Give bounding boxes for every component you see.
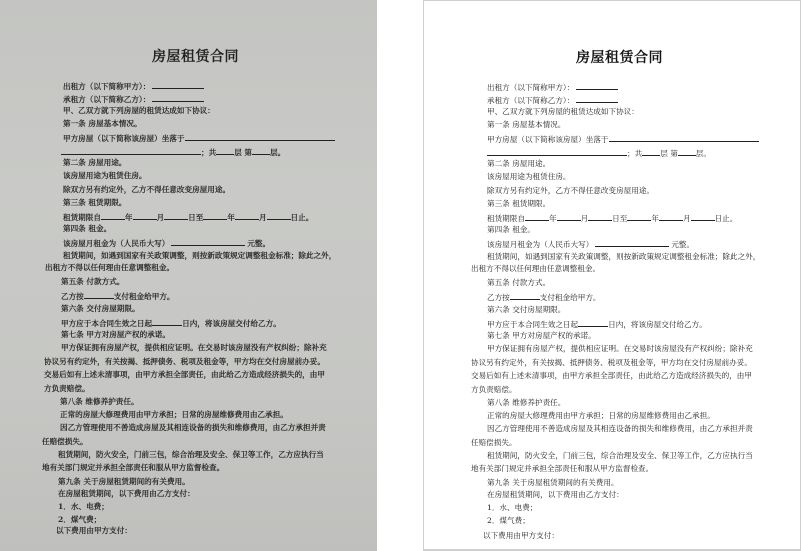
fee-item-1: 1．水、电费； [487, 503, 538, 512]
article-1-heading: 第一条 房屋基本情况。 [63, 119, 142, 128]
agreement-intro: 甲、乙双方就下列房屋的租赁达成如下协议： [487, 107, 639, 116]
lease-term-line: 租赁期限自 年 月 日至 年 月 日止。 [63, 213, 314, 222]
repair-line-2: 因乙方管理使用不善造成房屋及其相连设备的损失和维修费用，由乙方承担并责 [487, 424, 753, 433]
article-6-heading: 第六条 交付房屋期限。 [61, 304, 140, 313]
ownership-line-2: 协议另有约定外，有关按揭、抵押债务、税项及租金等，甲方均在交付房屋前办妥。 [471, 358, 752, 367]
article-2-heading: 第二条 房屋用途。 [63, 158, 127, 167]
article-7-heading: 第七条 甲方对房屋产权的承诺。 [61, 330, 170, 339]
article-7-heading: 第七条 甲方对房屋产权的承诺。 [487, 331, 596, 340]
safety-line-2: 地有关部门规定并承担全部责任和服从甲方监督检查。 [471, 464, 654, 473]
rent-adjustment-line-1: 租赁期间，如遇到国家有关政策调整，则按新政策规定调整租金标准；除此之外， [487, 252, 761, 261]
payment-method-line: 乙方按 支付租金给甲方。 [61, 292, 175, 301]
document-title: 房屋租赁合同 [152, 49, 239, 65]
lessee-line: 承租方（以下简称乙方）： [487, 94, 618, 106]
ownership-line-4: 方负责赔偿。 [44, 384, 90, 393]
article-4-heading: 第四条 租金。 [487, 225, 535, 234]
repair-line-3: 任赔偿损失。 [42, 437, 88, 446]
scanned-page [0, 0, 377, 551]
document-title: 房屋租赁合同 [576, 50, 663, 66]
lessee-line: 承租方（以下简称乙方）： [63, 93, 204, 105]
lessee-fees-line: 在房屋租赁期间，以下费用由乙方支付： [58, 489, 195, 498]
article-4-heading: 第四条 租金。 [63, 224, 112, 233]
repair-line-1: 正常的房屋大修理费用由甲方承担；日常的房屋维修费用由乙承担。 [60, 410, 288, 419]
lessee-fees-line: 在房屋租赁期间，以下费用由乙方支付： [487, 490, 624, 499]
safety-line-1: 租赁期间，防火安全，门前三包，综合治理及安全、保卫等工作，乙方应执行当 [58, 450, 324, 459]
ownership-line-2: 协议另有约定外，有关按揭、抵押债务、税项及租金等，甲方均在交付房屋前办妥。 [44, 357, 325, 366]
ownership-line-1: 甲方保证拥有房屋产权，提供相应证明。在交易时该房屋没有产权纠纷；除补充 [487, 344, 753, 353]
fee-item-2: 2．煤气费； [58, 515, 102, 524]
article-8-heading: 第八条 维修养护责任。 [60, 397, 139, 406]
article-6-heading: 第六条 交付房屋期限。 [487, 305, 566, 314]
article-1-heading: 第一条 房屋基本情况。 [487, 120, 566, 129]
floor-info-line: ；共 层 第 层。 [61, 146, 285, 158]
ownership-line-4: 方负责赔偿。 [471, 385, 517, 394]
property-location-line: 甲方房屋（以下简称该房屋）坐落于 [487, 133, 759, 145]
lessor-fees-line: 以下费用由甲方支付： [483, 531, 559, 540]
agreement-intro: 甲、乙双方就下列房屋的租赁达成如下协议： [63, 106, 215, 115]
safety-line-2: 地有关部门规定并承担全部责任和服从甲方监督检查。 [42, 463, 225, 472]
payment-method-line: 乙方按 支付租金给甲方。 [487, 293, 601, 302]
rent-adjustment-line-2: 出租方不得以任何理由任意调整租金。 [471, 264, 601, 273]
rent-adjustment-line-1: 租赁期间，如遇到国家有关政策调整，则按新政策规定调整租金标准；除此之外， [63, 251, 337, 260]
fee-item-2: 2．煤气费； [487, 516, 530, 525]
rent-adjustment-line-2: 出租方不得以任何理由任意调整租金。 [45, 263, 175, 272]
article-3-heading: 第三条 租赁期限。 [487, 199, 551, 208]
usage-restriction-line: 除双方另有约定外，乙方不得任意改变房屋用途。 [487, 186, 655, 195]
repair-line-3: 任赔偿损失。 [471, 438, 517, 447]
floor-info-line: ；共 层 第 层。 [487, 147, 711, 159]
cleaned-document-panel [423, 0, 801, 551]
cleaned-page [424, 1, 800, 549]
scanned-document-panel [0, 0, 377, 551]
lessor-line: 出租方（以下简称甲方）： [63, 80, 204, 92]
article-2-heading: 第二条 房屋用途。 [487, 159, 551, 168]
usage-line: 该房屋用途为租赁住房。 [487, 172, 571, 181]
lessor-fees-line: 以下费用由甲方支付： [56, 526, 132, 535]
property-location-line: 甲方房屋（以下简称该房屋）坐落于 [63, 132, 335, 144]
usage-line: 该房屋用途为租赁住房。 [63, 171, 147, 180]
delivery-line: 甲方应于本合同生效之日起 日内，将该房屋交付给乙方。 [61, 319, 281, 328]
delivery-line: 甲方应于本合同生效之日起 日内，将该房屋交付给乙方。 [487, 320, 707, 329]
monthly-rent-line: 该房屋月租金为（人民币大写） 元整。 [487, 240, 695, 249]
ownership-line-1: 甲方保证拥有房屋产权，提供相应证明。在交易时该房屋没有产权纠纷；除补充 [61, 343, 327, 352]
repair-line-1: 正常的房屋大修理费用由甲方承担；日常的房屋维修费用由乙承担。 [487, 411, 715, 420]
article-5-heading: 第五条 付款方式。 [487, 278, 551, 287]
lease-term-line: 租赁期限自 年 月 日至 年 月 日止。 [487, 214, 738, 223]
article-8-heading: 第八条 维修养护责任。 [487, 398, 566, 407]
fee-item-1: 1．水、电费； [58, 502, 109, 511]
safety-line-1: 租赁期间，防火安全，门前三包，综合治理及安全、保卫等工作，乙方应执行当 [487, 451, 753, 460]
article-3-heading: 第三条 租赁期限。 [63, 198, 127, 207]
ownership-line-3: 交易后如有上述未清事项，由甲方承担全部责任，由此给乙方造成经济损失的，由甲 [44, 370, 325, 379]
lessor-line: 出租方（以下简称甲方）： [487, 81, 618, 93]
article-9-heading: 第九条 关于房屋租赁期间的有关费用。 [487, 478, 619, 487]
monthly-rent-line: 该房屋月租金为（人民币大写） 元整。 [63, 239, 271, 248]
article-5-heading: 第五条 付款方式。 [61, 277, 125, 286]
ownership-line-3: 交易后如有上述未清事项，由甲方承担全部责任，由此给乙方造成经济损失的，由甲 [471, 371, 752, 380]
repair-line-2: 因乙方管理使用不善造成房屋及其相连设备的损失和维修费用，由乙方承担并责 [60, 423, 326, 432]
usage-restriction-line: 除双方另有约定外，乙方不得任意改变房屋用途。 [63, 185, 231, 194]
article-9-heading: 第九条 关于房屋租赁期间的有关费用。 [58, 477, 190, 486]
